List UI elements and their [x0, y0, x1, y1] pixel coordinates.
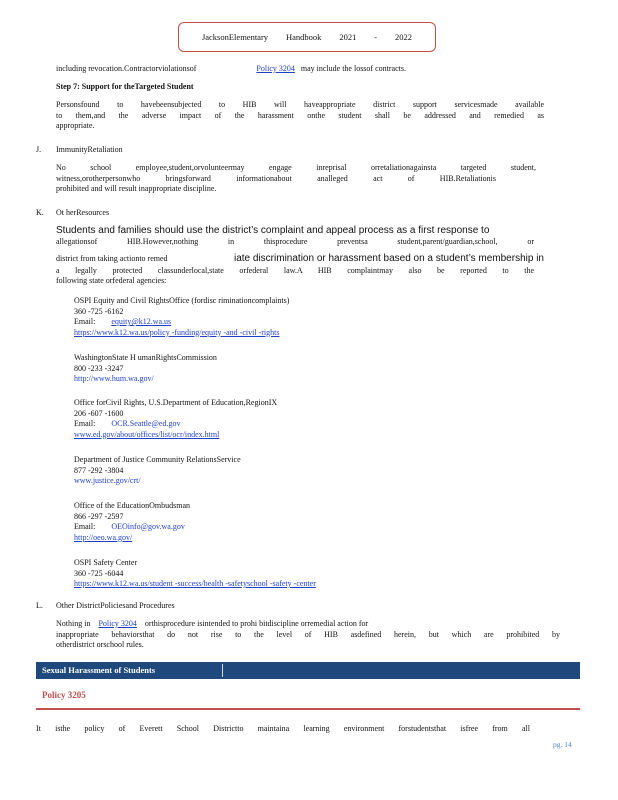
- section-j-letter: J.: [36, 145, 42, 154]
- para-line: otherdistrict orschool rules.: [56, 640, 144, 649]
- policy-number: Policy 3205: [42, 690, 86, 700]
- agency-name: OSPI Equity and Civil RightsOffice (fordisc riminationcomplaints): [74, 296, 290, 305]
- header-dash: -: [374, 32, 378, 42]
- agency-hum-rights: [74, 353, 217, 385]
- agency-name: OSPI Safety Center: [74, 558, 138, 567]
- para-text: may include the lossof contracts.: [300, 64, 406, 73]
- header-year2: 2022: [395, 32, 412, 42]
- agency-ombudsman: [74, 501, 190, 543]
- agency-name: Office forCivil Rights, U.S.Department of Education,RegionIX: [74, 398, 278, 407]
- header-doc: Handbook: [285, 32, 322, 42]
- section-l-body: [56, 619, 560, 651]
- para-text: including revocation.Contractorviolationsof: [56, 64, 197, 73]
- para-support: [56, 100, 544, 132]
- agency-name: WashingtonState H umanRightsCommission: [74, 353, 217, 362]
- para-line: prohibited and will result inappropriate discipline.: [56, 184, 217, 193]
- email-label: Email:: [74, 419, 96, 428]
- section-banner: [36, 662, 580, 679]
- para-line: Personsfound to havebeensubjected to HIB will haveappropriate district support servicesmade available: [56, 100, 544, 109]
- email-link[interactable]: OCR.Seattle@ed.gov: [111, 419, 181, 428]
- section-k-body: [56, 225, 550, 287]
- agency-phone: 800 -233 -3247: [74, 363, 124, 373]
- divider: [36, 708, 580, 710]
- section-l-title: Other DistrictPoliciesand Procedures: [56, 601, 175, 610]
- para-line: to them,and the adverse impact of the harassment onthe student shall be addressed and remedied as: [56, 110, 544, 120]
- agency-safety-center: [74, 558, 316, 590]
- url-link[interactable]: http://www.hum.wa.gov/: [74, 374, 154, 383]
- agency-phone: 206 -607 -1600: [74, 408, 124, 418]
- url-link[interactable]: www.justice.gov/crt/: [74, 476, 141, 485]
- para-line: district from taking actionto remed: [56, 253, 168, 263]
- email-link[interactable]: equity@k12.wa.us: [111, 317, 172, 326]
- para-line: appropriate.: [56, 121, 95, 130]
- agency-doj: [74, 455, 241, 487]
- section-k-title: Ot herResources: [56, 208, 110, 217]
- agency-phone: 360 -725 -6162: [74, 306, 124, 316]
- para-contract: [56, 64, 406, 75]
- para-line: inappropriate behaviorsthat do not rise to the level of HIB asdefined herein, but which are prohibited by: [56, 629, 560, 639]
- agency-name: Department of Justice Community RelationsService: [74, 455, 241, 464]
- para-line: No school employee,student,orvolunteermay engage inreprisal orretaliationagainsta targeted student,: [56, 163, 536, 172]
- agency-phone: 360 -725 -6044: [74, 568, 124, 578]
- header-year1: 2021: [339, 32, 357, 42]
- url-link[interactable]: https://www.k12.wa.us/student -success/health -safetyschool -safety -center: [74, 579, 316, 588]
- para-line: allegationsof HIB.However,nothing in thisprocedure preventsa student,parent/guardian,school, or: [56, 237, 534, 246]
- agency-phone: 877 -292 -3804: [74, 465, 124, 475]
- email-label: Email:: [74, 317, 96, 326]
- url-link[interactable]: http://oeo.wa.gov/: [74, 532, 133, 542]
- section-j-title: ImmunityRetaliation: [56, 145, 123, 154]
- section-k-letter: K.: [36, 208, 44, 217]
- email-link[interactable]: OEOinfo@gov.wa.gov: [111, 522, 185, 531]
- agency-ocr: [74, 398, 277, 440]
- section-j-body: [56, 163, 536, 195]
- page-header: [178, 22, 436, 52]
- email-label: Email:: [74, 522, 96, 531]
- para-line: iate discrimination or harassment based on a student’s membership in: [234, 252, 544, 264]
- para-line: a legally protected classunderlocal,state orfederal law.A HIB complaintmay also be reported to the: [56, 265, 534, 275]
- policy-3204-link[interactable]: Policy 3204: [98, 619, 137, 628]
- url-link[interactable]: https://www.k12.wa.us/policy -funding/equity -and -civil -rights: [74, 327, 280, 337]
- agency-phone: 866 -297 -2597: [74, 511, 124, 521]
- para-text: Nothing in: [56, 619, 91, 628]
- header-school: JacksonElementary: [201, 32, 269, 42]
- para-line: following state orfederal agencies:: [56, 276, 167, 285]
- agency-ospi-equity: [74, 296, 289, 338]
- policy-3204-link[interactable]: Policy 3204: [256, 64, 295, 73]
- banner-title: Sexual Harassment of Students: [40, 664, 223, 677]
- section-l-letter: L.: [36, 601, 43, 610]
- url-link[interactable]: www.ed.gov/about/offices/list/ocr/index.html: [74, 429, 220, 439]
- para-line: Students and families should use the district’s complaint and appeal process as a first response to: [56, 225, 490, 236]
- para-line: witness,orotherpersonwho bringsforward informationabout analleged act of HIB.Retaliationis: [56, 173, 496, 183]
- policy-intro-line: It isthe policy of Everett School Districtto maintaina learning environment forstudentsthat isfree from all: [36, 724, 530, 733]
- page-number: pg. 14: [553, 740, 572, 749]
- agency-name: Office of the EducationOmbudsman: [74, 501, 191, 510]
- step7-heading: Step 7: Support for theTargeted Student: [56, 82, 194, 91]
- para-text: orthisprocedure isintended to prohi bitdiscipline orremedial action for: [144, 619, 369, 628]
